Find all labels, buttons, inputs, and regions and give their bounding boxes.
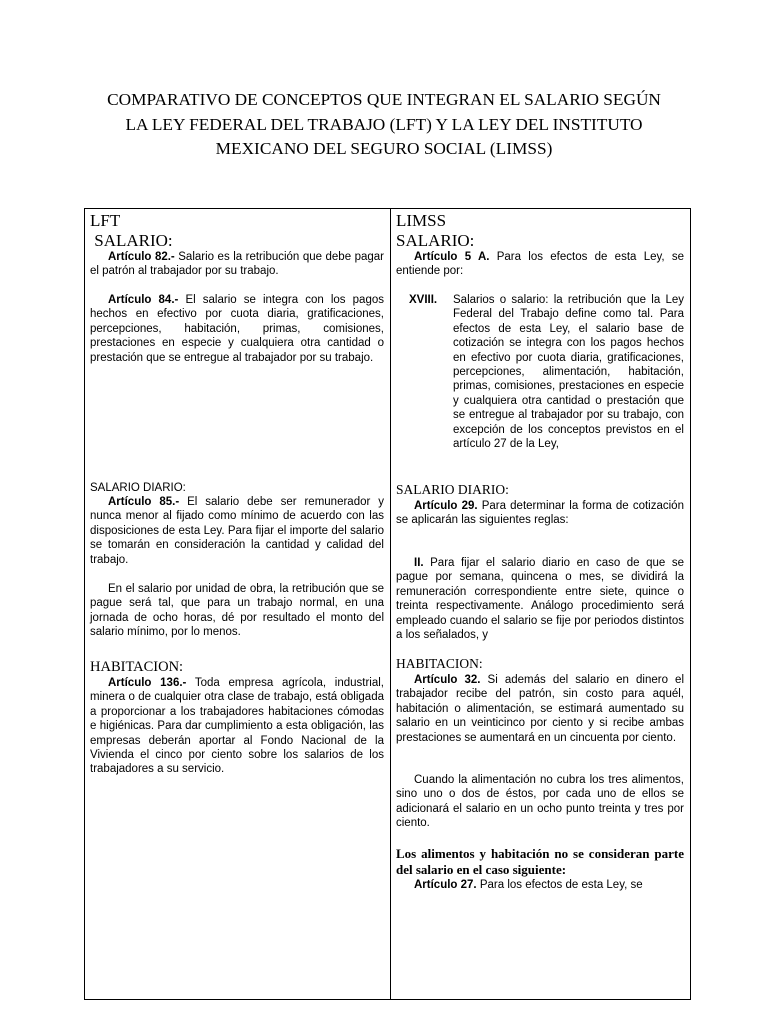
limss-header: LIMSS — [396, 211, 447, 230]
lft-art136-label: Artículo 136.- — [108, 677, 187, 689]
limss-habitacion-heading: HABITACION: — [396, 656, 483, 671]
limss-art29 — [396, 499, 684, 528]
lft-art82 — [90, 250, 384, 279]
limss-column — [391, 209, 691, 1000]
lft-art85 — [90, 495, 384, 567]
limss-art5a-label: Artículo 5 A. — [414, 251, 490, 263]
limss-art27 — [396, 878, 684, 892]
limss-salario-diario-heading: SALARIO DIARIO: — [396, 482, 509, 497]
limss-art27-text: Para los efectos de esta Ley, se — [476, 879, 643, 891]
limss-art29-text: Para determinar la forma de cotización se aplicarán las siguientes reglas: — [396, 500, 684, 527]
limss-fraccion-ii — [396, 556, 684, 642]
limss-fraccion-text: Salarios o salario: la retribución que la Ley Federal del Trabajo define como tal. Para efectos de esta Ley, el salario base de cotización se integra con los pagos hechos en efectivo por cuota diaria, gratificaciones, percepciones, alimentación, habitación, primas, comisiones, prestaciones en especie y cualquiera otra cantidad o prestación que se entregue al trabajador por su trabajo, con excepción de los conceptos previstos en el artículo 27 de la Ley, — [453, 294, 684, 451]
lft-header: LFT — [90, 211, 121, 230]
limss-fraccion-ii-label: II. — [414, 557, 424, 569]
limss-art5a — [396, 250, 684, 279]
lft-art82-text: Salario es la retribución que debe pagar el patrón al trabajador por su trabajo. — [90, 251, 384, 278]
limss-art5a-text: Para los efectos de esta Ley, se entiende por: — [396, 251, 684, 278]
title-line-1: COMPARATIVO DE CONCEPTOS QUE INTEGRAN EL SALARIO SEGÚN — [107, 90, 661, 109]
comparison-table — [84, 208, 691, 1000]
lft-art136 — [90, 676, 384, 777]
title-line-2: LA LEY FEDERAL DEL TRABAJO (LFT) Y LA LEY DEL INSTITUTO — [125, 114, 643, 134]
limss-art27-label: Artículo 27. — [414, 879, 477, 891]
lft-salario-heading: SALARIO: — [90, 230, 173, 250]
limss-art32-text: Si además del salario en dinero el trabajador recibe del patrón, sin costo para aquél, habitación o alimentación, se estimará aumentado su salario en un veinticinco por ciento y si recibe ambas prestaciones se aumentará en un cincuenta por ciento. — [396, 674, 684, 744]
lft-art85-text: El salario debe ser remunerador y nunca menor al fijado como mínimo de acuerdo con las disposiciones de esta Ley. Para fijar el importe del salario se tomarán en consideración la cantidad y calidad del trabajo. — [90, 496, 384, 566]
title-line-3: MEXICANO DEL SEGURO SOCIAL (LIMSS) — [215, 139, 553, 158]
lft-obra-paragraph: En el salario por unidad de obra, la retribución que se pague será tal, que para un trabajo normal, en una jornada de ocho horas, dé por resultado el monto del salario mínimo, por lo menos. — [90, 583, 384, 639]
lft-habitacion-heading: HABITACION: — [90, 659, 184, 675]
limss-art32 — [396, 673, 684, 745]
limss-fraccion-label: XVIII. — [409, 294, 438, 306]
lft-salario-diario-heading: SALARIO DIARIO: — [90, 482, 186, 494]
limss-art29-label: Artículo 29. — [414, 500, 478, 512]
lft-art82-label: Artículo 82.- — [108, 251, 175, 263]
lft-art136-text: Toda empresa agrícola, industrial, minera o de cualquier otra clase de trabajo, está obligada a proporcionar a los trabajadores habitaciones cómodas e higiénicas. Para dar cumplimiento a esta obligación, las empresas deberán aportar al Fondo Nacional de la Vivienda el cinco por ciento sobre los salarios de los trabajadores a su servicio. — [90, 677, 385, 776]
lft-column — [85, 209, 391, 1000]
limss-fraccion-ii-text: Para fijar el salario diario en caso de que se pague por semana, quincena o mes, se dividirá la remuneración correspondiente entre siete, quince o treinta respectivamente. Análogo procedimiento será empleado cuando el salario se fije por periodos distintos a los señalados, y — [396, 557, 684, 642]
limss-alimentacion-paragraph: Cuando la alimentación no cubra los tres alimentos, sino uno o dos de éstos, por cada uno de ellos se adicionará el salario en un ocho punto treinta y tres por ciento. — [396, 774, 684, 830]
limss-art32-label: Artículo 32. — [414, 674, 481, 686]
limss-no-consideran-heading: Los alimentos y habitación no se consideran parte del salario en el caso siguiente: — [396, 846, 684, 877]
lft-art84-text: El salario se integra con los pagos hechos en efectivo por cuota diaria, gratificaciones, percepciones, habitación, primas, comisiones, prestaciones en especie y cualquiera otra cantidad o prestación que se entregue al trabajador por su trabajo. — [90, 294, 384, 364]
limss-salario-heading: SALARIO: — [396, 230, 475, 250]
lft-art84-label: Artículo 84.- — [108, 294, 179, 306]
lft-art85-label: Artículo 85.- — [108, 496, 180, 508]
lft-art84 — [90, 293, 384, 365]
document-title — [70, 88, 698, 162]
